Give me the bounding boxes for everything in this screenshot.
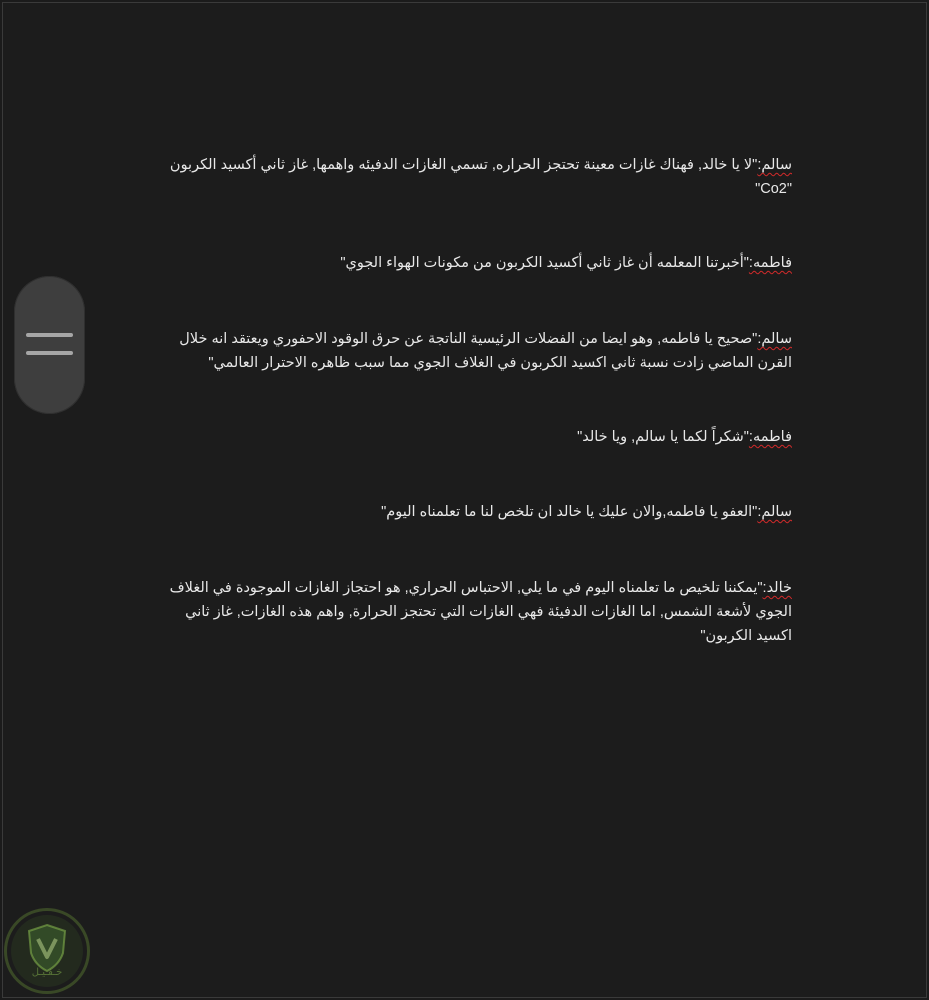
dialogue-paragraph [150,500,792,524]
dialogue-paragraph [150,327,792,375]
drag-handle-icon [26,351,73,355]
speaker-label: سالم: [757,331,792,347]
watermark-text: خـفـيـل [31,967,63,978]
sidebar-toggle-button[interactable] [14,276,85,414]
speaker-label: خالد: [762,580,792,596]
dialogue-text: "العفو يا فاطمه,والان عليك يا خالد ان تلخص لنا ما تعلمناه اليوم" [381,504,758,520]
dialogue-text: "أخبرتنا المعلمه أن غاز ثاني أكسيد الكربون من مكونات الهواء الجوي" [340,255,749,271]
speaker-label: فاطمه: [748,429,792,445]
document-page [2,2,927,998]
document-body[interactable] [150,153,792,698]
speaker-label: سالم: [757,504,792,520]
dialogue-paragraph [150,251,792,275]
drag-handle-icon [26,333,73,337]
speaker-label: فاطمه: [748,255,792,271]
dialogue-paragraph [150,153,792,201]
dialogue-paragraph [150,576,792,648]
dialogue-text: "صحيح يا فاطمه, وهو ايضا من الفضلات الرئيسية الناتجة عن حرق الوقود الاحفوري ويعتقد انه خلال القرن الماضي زادت نسبة ثاني اكسيد الكربون في الغلاف الجوي مما سبب ظاهره الاحترار العالمي" [179,331,792,371]
shield-logo-icon [7,911,87,991]
watermark-logo [4,908,90,994]
dialogue-text: "يمكننا تلخيص ما تعلمناه اليوم في ما يلي, الاحتباس الحراري, هو احتجاز الغازات الموجودة في الغلاف الجوي لأشعة الشمس, اما الغازات الدفيئة فهي الغازات التي تحتجز الحرارة, واهم هذه الغازات, غاز ثاني اكسيد الكربون" [169,580,792,644]
dialogue-text: "لا يا خالد, فهناك غازات معينة تحتجز الحراره, تسمي الغازات الدفيئه واهمها, غاز ثاني أكسيد الكربون "Co2" [169,157,792,197]
dialogue-paragraph [150,425,792,449]
dialogue-text: "شكراً لكما يا سالم, ويا خالد" [577,429,749,445]
speaker-label: سالم: [757,157,792,173]
